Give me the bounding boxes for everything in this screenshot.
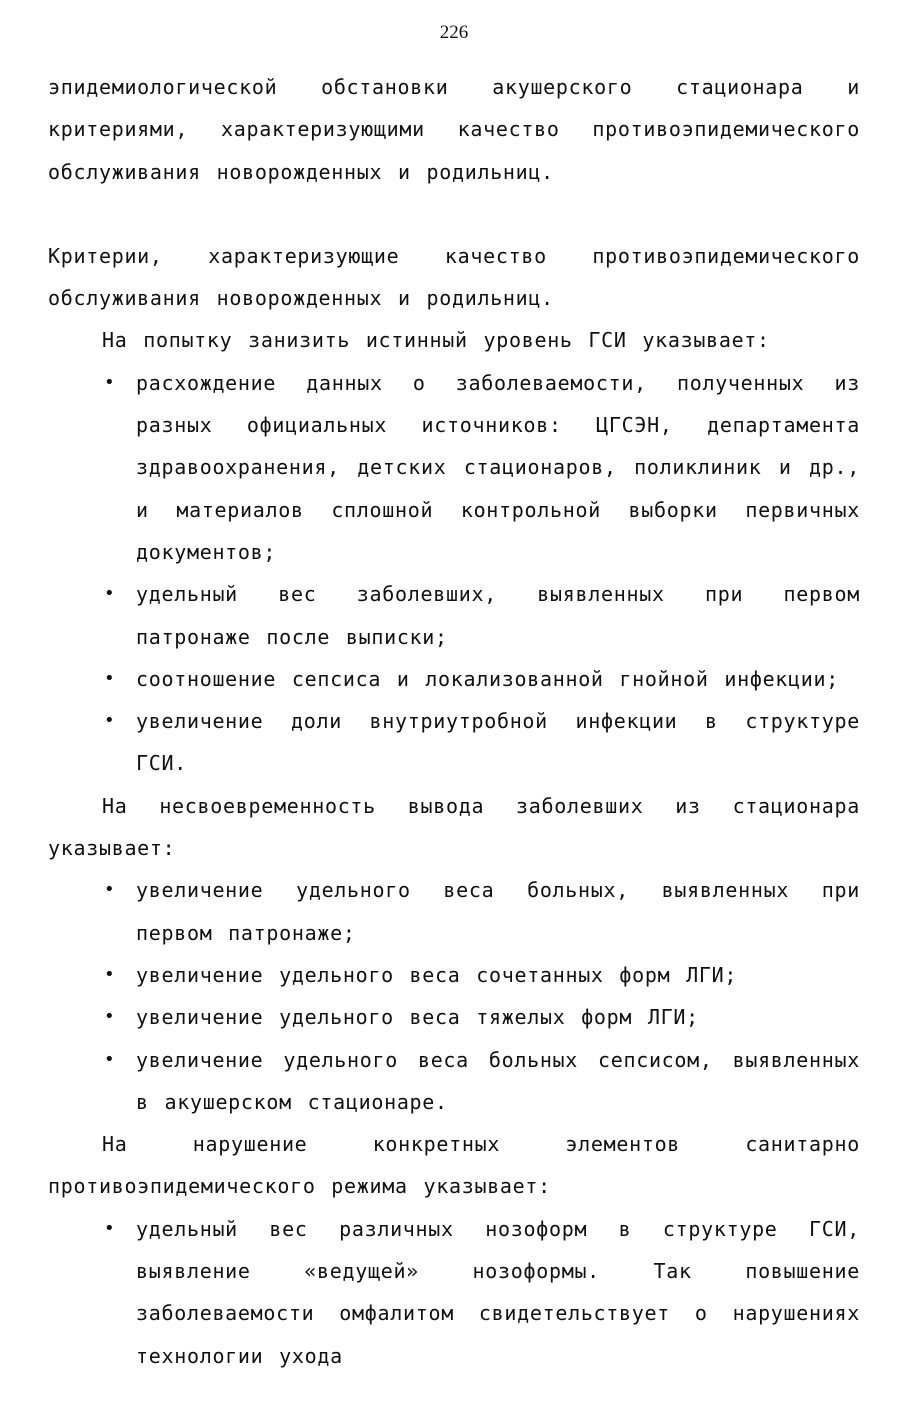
criteria-heading: Критерии, характеризующие качество противоэпидемического обслуживания новорожденных и родильниц. bbox=[48, 243, 860, 311]
bullet-icon: • bbox=[104, 963, 116, 985]
bullet-icon: • bbox=[104, 879, 116, 901]
list-item bbox=[48, 362, 860, 573]
bullet-icon: • bbox=[104, 1006, 116, 1028]
list-item bbox=[48, 996, 860, 1038]
list-item bbox=[48, 1208, 860, 1377]
list-item-text: увеличение удельного веса сочетанных форм ЛГИ; bbox=[136, 962, 738, 987]
list-item bbox=[48, 954, 860, 996]
section-1-list bbox=[48, 362, 860, 785]
bullet-icon: • bbox=[104, 667, 116, 689]
list-item-text: соотношение сепсиса и локализованной гнойной инфекции; bbox=[136, 666, 840, 691]
list-item bbox=[48, 658, 860, 700]
list-item-text: удельный вес заболевших, выявленных при первом патронаже после выписки; bbox=[136, 582, 860, 649]
bullet-icon: • bbox=[104, 371, 116, 393]
paragraph-gap bbox=[48, 193, 860, 235]
page-body bbox=[48, 66, 860, 1377]
section-3-intro: На нарушение конкретных элементов санитарно противоэпидемического режима указывает: bbox=[48, 1132, 860, 1199]
bullet-icon: • bbox=[104, 1217, 116, 1239]
list-item bbox=[48, 1039, 860, 1124]
section-2-list bbox=[48, 869, 860, 1123]
list-item-text: увеличение удельного веса больных, выявленных при первом патронаже; bbox=[136, 878, 860, 945]
paragraph-continuation: эпидемиологической обстановки акушерского стационара и критериями, характеризующими качество противоэпидемического обслуживания новорожденных и родильниц. bbox=[48, 75, 860, 184]
bullet-icon: • bbox=[104, 1048, 116, 1070]
list-item-text: увеличение доли внутриутробной инфекции в структуре ГСИ. bbox=[136, 709, 860, 776]
bullet-icon: • bbox=[104, 583, 116, 605]
list-item-text: увеличение удельного веса больных сепсисом, выявленных в акушерском стационаре. bbox=[136, 1047, 860, 1114]
section-2-intro: На несвоевременность вывода заболевших из стационара указывает: bbox=[48, 793, 860, 861]
list-item-text: удельный вес различных нозоформ в структуре ГСИ, выявление «ведущей» нозоформы. Так повышение заболеваемости омфалитом свидетельствует о нарушениях технологии ухода bbox=[136, 1216, 860, 1368]
list-item bbox=[48, 573, 860, 658]
list-item-text: увеличение удельного веса тяжелых форм ЛГИ; bbox=[136, 1005, 699, 1030]
bullet-icon: • bbox=[104, 710, 116, 732]
list-item-text: расхождение данных о заболеваемости, полученных из разных официальных источников: ЦГСЭН, департамента здравоохранения, детских стационаров, поликлиник и др., и материалов сплошной контрольной выборки первичных документов; bbox=[136, 370, 860, 564]
page-number: 226 bbox=[439, 22, 469, 43]
list-item bbox=[48, 869, 860, 954]
list-item bbox=[48, 700, 860, 785]
section-1-intro: На попытку занизить истинный уровень ГСИ указывает: bbox=[102, 328, 770, 353]
section-3-list bbox=[48, 1208, 860, 1377]
